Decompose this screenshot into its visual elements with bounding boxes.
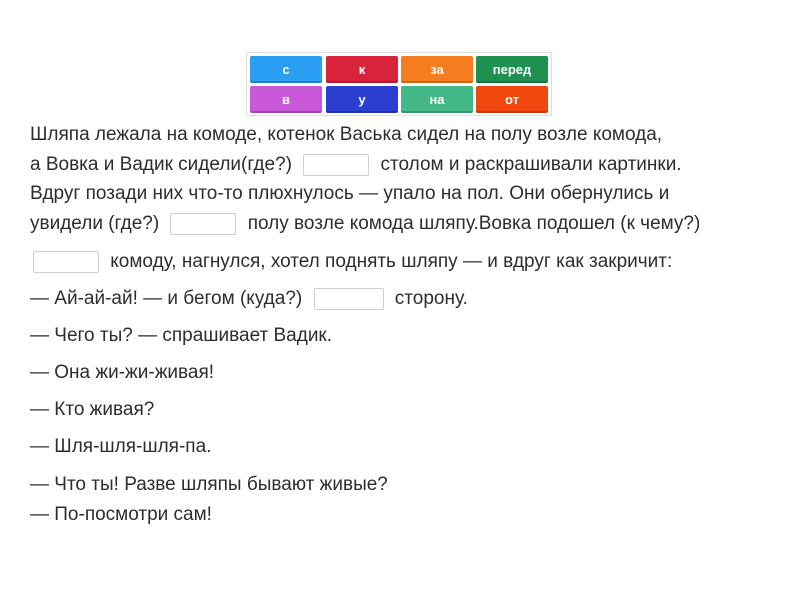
text-line-2 xyxy=(30,153,682,177)
text-line-11: — Что ты! Разве шляпы бывают живые? xyxy=(30,474,388,495)
text-line-8: — Она жи-жи-живая! xyxy=(30,362,215,383)
word-bank xyxy=(246,52,552,116)
text-line-9: — Кто живая? xyxy=(30,399,155,420)
blank-gap-4[interactable] xyxy=(314,288,384,310)
text-segment: столом и раскрашивали картинки. xyxy=(380,154,682,175)
text-line-3: Вдруг позади них что-то плюхнулось — упало на пол. Они обернулись и xyxy=(30,183,670,204)
text-line-1: Шляпа лежала на комоде, котенок Васька сидел на полу возле комода, xyxy=(30,124,663,145)
text-segment: увидели (где?) xyxy=(30,213,160,234)
text-line-10: — Шля-шля-шля-па. xyxy=(30,436,212,457)
text-segment: комоду, нагнулся, хотел поднять шляпу — и вдруг как закричит: xyxy=(110,251,673,272)
tile-pered[interactable]: перед xyxy=(476,56,548,83)
text-segment: а Вовка и Вадик сидели(где?) xyxy=(30,154,292,175)
blank-gap-3[interactable] xyxy=(33,251,99,273)
text-segment: сторону. xyxy=(394,288,468,309)
text-line-4 xyxy=(30,212,700,236)
text-segment: полу возле комода шляпу.Вовка подошел (к чему?) xyxy=(247,213,701,234)
text-line-12: — По-посмотри сам! xyxy=(30,504,212,525)
tile-za[interactable]: за xyxy=(401,56,473,83)
text-line-6 xyxy=(30,287,468,311)
tile-ot[interactable]: от xyxy=(476,86,548,113)
tile-na[interactable]: на xyxy=(401,86,473,113)
tile-v[interactable]: в xyxy=(250,86,322,113)
text-line-5 xyxy=(33,250,672,274)
blank-gap-2[interactable] xyxy=(170,213,236,235)
text-line-7: — Чего ты? — спрашивает Вадик. xyxy=(30,325,333,346)
tile-u[interactable]: у xyxy=(326,86,398,113)
tile-k[interactable]: к xyxy=(326,56,398,83)
text-segment: — Ай-ай-ай! — и бегом (куда?) xyxy=(30,288,303,309)
blank-gap-1[interactable] xyxy=(303,154,369,176)
tile-s[interactable]: с xyxy=(250,56,322,83)
